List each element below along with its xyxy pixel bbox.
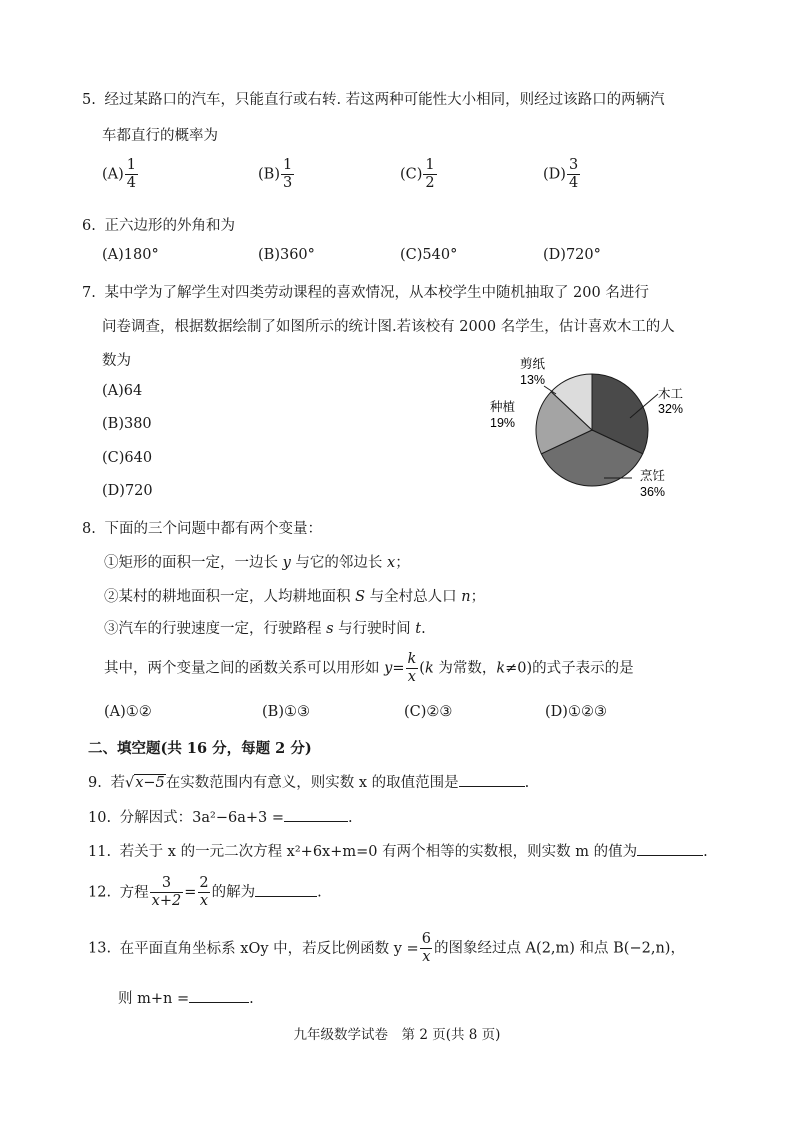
q6-line <box>82 214 235 235</box>
option-C: (C)②③ <box>404 704 453 720</box>
question-number: 9. <box>88 775 102 791</box>
option-label: (B) <box>258 166 280 183</box>
answer-blank[interactable] <box>189 988 249 1003</box>
question-text: 下面的三个问题中都有两个变量： <box>104 521 322 537</box>
question-text: 某中学为了解学生对四类劳动课程的喜欢情况，从本校学生中随机抽取了 200 名进行 <box>104 285 649 301</box>
question-number: 8. <box>82 521 96 537</box>
slice-label-pengren: 烹饪 <box>640 469 666 483</box>
q12-line: 12. 方程 $\frac{3}{x+2}$ = $\frac{2}{x}$ 的解为 . <box>88 875 322 910</box>
question-text: 数为 <box>102 353 131 369</box>
fraction: $\frac{1}{2}$ <box>425 157 435 192</box>
option-C: (C)540° <box>400 247 458 263</box>
option-B: (B)380 <box>102 416 152 432</box>
question-number: 5. <box>82 92 96 108</box>
slice-value-zhongzhi: 19% <box>490 416 516 430</box>
fraction: $\frac{1}{3}$ <box>282 157 293 192</box>
q10-line: 10. 分解因式：3a²−6a+3 = . <box>88 806 353 827</box>
answer-blank[interactable] <box>459 772 525 787</box>
q13-line1: 13. 在平面直角坐标系 xOy 中，若反比例函数 y = $\frac{6}{x}$ 的图象经过点 A(2,m) 和点 B(−2,n)， <box>88 931 685 966</box>
option-label: (D) <box>543 166 566 183</box>
q8-item1: ①矩形的面积一定，一边长 y 与它的邻边长 x； <box>104 555 410 571</box>
question-number: 11. <box>88 844 112 860</box>
question-text: 车都直行的概率为 <box>102 128 218 144</box>
question-text: 正六边形的外角和为 <box>104 218 235 234</box>
question-number: 10. <box>88 810 112 826</box>
slice-label-mugong: 木工 <box>658 387 684 401</box>
option-B: (B)360° <box>258 247 315 263</box>
option-A: (A)①② <box>104 704 152 720</box>
q8-line1 <box>82 517 322 538</box>
q7-line1 <box>82 281 649 302</box>
q5-line1 <box>82 88 665 109</box>
slice-value-mugong: 32% <box>658 402 684 416</box>
answer-blank[interactable] <box>637 841 703 856</box>
radicand: x−5 <box>135 775 165 791</box>
slice-value-pengren: 36% <box>640 485 666 499</box>
q8-item2: ②某村的耕地面积一定，人均耕地面积 S 与全村总人口 n； <box>104 589 486 605</box>
slice-label-jianzhi: 剪纸 <box>520 357 546 371</box>
option-B <box>258 158 295 191</box>
q13-line2: 则 m+n = . <box>118 987 254 1008</box>
fraction: $\frac{k}{x}$ <box>407 651 417 686</box>
question-number: 7. <box>82 285 96 301</box>
fraction: $\frac{3}{4}$ <box>568 157 579 192</box>
option-D: (D)720° <box>543 247 601 263</box>
question-text: 经过某路口的汽车，只能直行或右转. 若这两种可能性大小相同，则经过该路口的两辆汽 <box>104 92 665 108</box>
option-A <box>102 158 139 191</box>
option-D: (D)①②③ <box>545 704 607 720</box>
option-D: (D)720 <box>102 483 153 499</box>
option-label: (A) <box>102 166 124 183</box>
pie-chart <box>480 350 720 510</box>
option-label: (C) <box>400 166 423 183</box>
fraction: $\frac{6}{x}$ <box>421 931 431 966</box>
option-C: (C)640 <box>102 450 153 466</box>
q9-line: 9. 若√x−5在实数范围内有意义，则实数 x 的取值范围是 . <box>88 771 529 792</box>
fraction: $\frac{1}{4}$ <box>126 157 137 192</box>
page-footer: 九年级数学试卷 第 2 页(共 8 页) <box>293 1027 501 1043</box>
option-A: (A)64 <box>102 383 143 399</box>
question-number: 13. <box>88 940 112 957</box>
option-A: (A)180° <box>102 247 159 263</box>
q8-question: 其中，两个变量之间的函数关系可以用形如 y= $\frac{k}{x}$ (k 为常数，k≠0)的式子表示的是 <box>104 651 634 686</box>
q8-item3: ③汽车的行驶速度一定，行驶路程 s 与行驶时间 t. <box>104 621 426 637</box>
section-title: 二、填空题(共 16 分，每题 2 分) <box>88 740 312 757</box>
slice-label-zhongzhi: 种植 <box>490 400 516 414</box>
q11-line: 11. 若关于 x 的一元二次方程 x²+6x+m=0 有两个相等的实数根，则实数 m 的值为 . <box>88 840 708 861</box>
answer-blank[interactable] <box>284 807 348 822</box>
option-C <box>400 158 438 191</box>
fraction: $\frac{2}{x}$ <box>199 875 209 910</box>
option-B: (B)①③ <box>262 704 310 720</box>
question-number: 6. <box>82 218 96 234</box>
fraction: $\frac{3}{x+2}$ <box>151 875 182 910</box>
question-number: 12. <box>88 884 112 901</box>
question-text: 问卷调查，根据数据绘制了如图所示的统计图.若该校有 2000 名学生，估计喜欢木工的人 <box>102 319 675 335</box>
answer-blank[interactable] <box>255 882 317 897</box>
option-D <box>543 158 581 191</box>
slice-value-jianzhi: 13% <box>520 373 546 387</box>
